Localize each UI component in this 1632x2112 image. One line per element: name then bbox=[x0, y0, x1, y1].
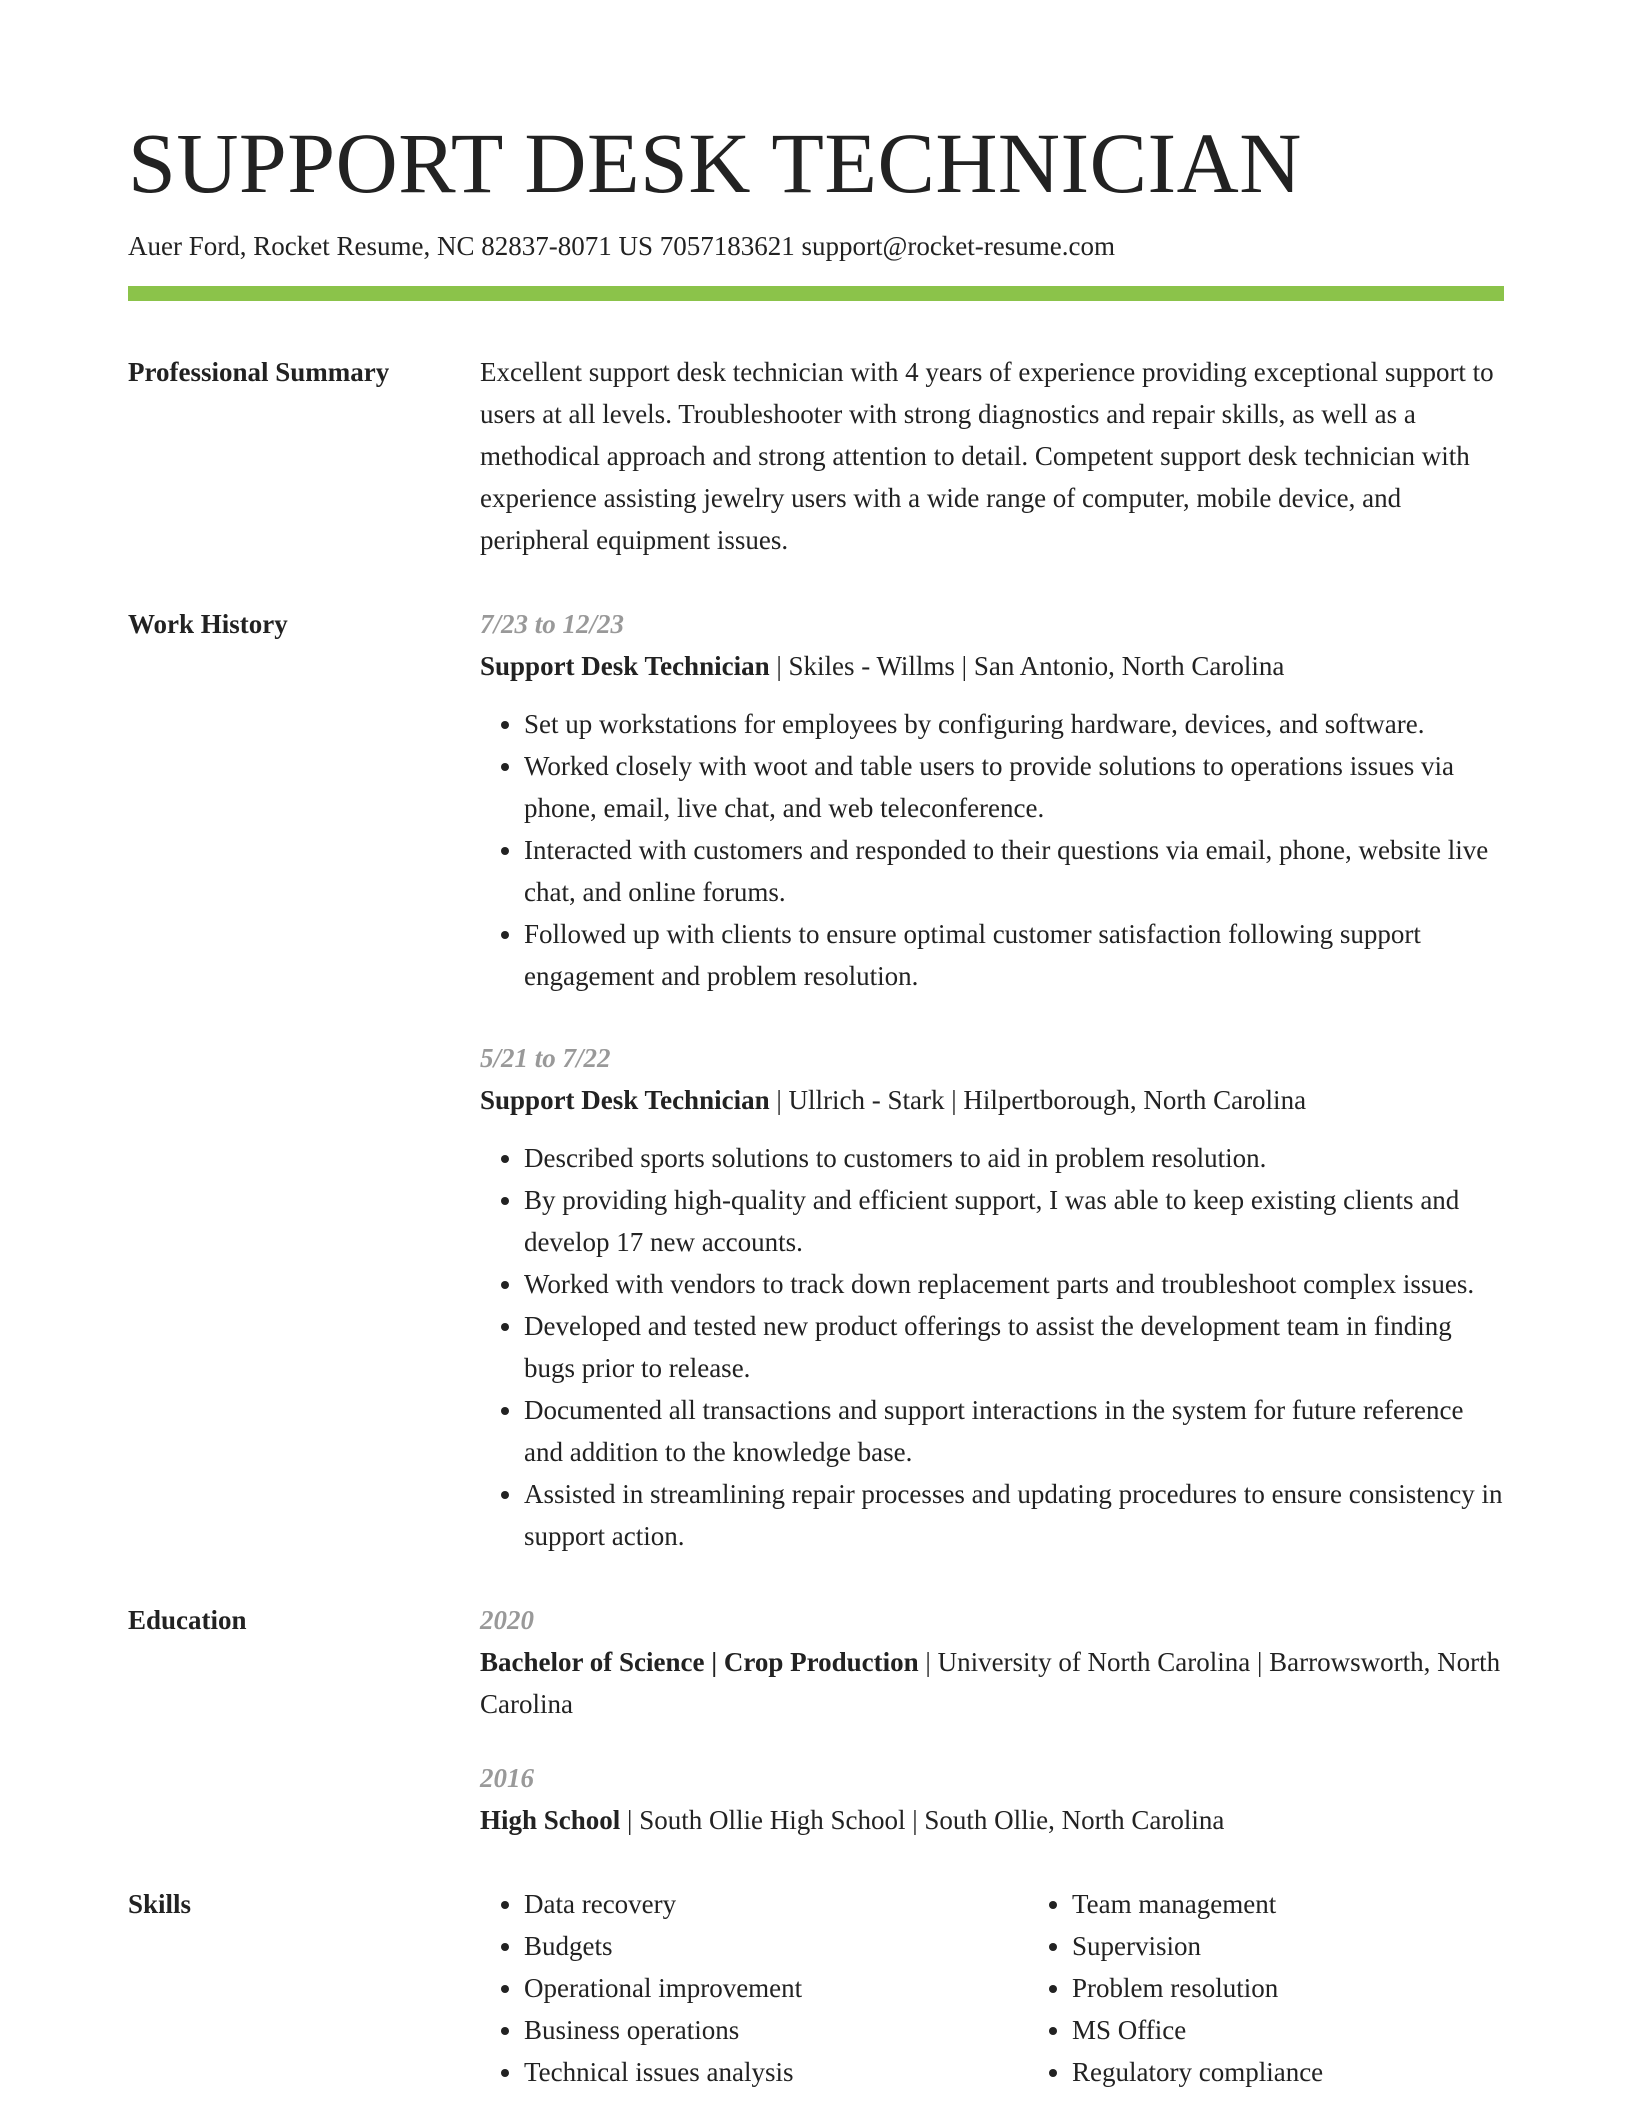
contact-email[interactable]: support@rocket-resume.com bbox=[801, 231, 1115, 261]
job-bullet: • Set up workstations for employees by configuring hardware, devices, and software. bbox=[524, 703, 1504, 745]
work-history-heading: Work History bbox=[128, 609, 288, 640]
job-role-line bbox=[480, 645, 1504, 687]
education-entry bbox=[480, 1599, 1504, 1725]
work-history-section bbox=[128, 603, 1504, 1557]
education-line bbox=[480, 1799, 1504, 1841]
job-bullets bbox=[480, 1137, 1504, 1557]
job-entry bbox=[480, 603, 1504, 997]
education-section bbox=[128, 1599, 1504, 1841]
job-bullet: • Followed up with clients to ensure optimal customer satisfaction following support engagement and problem resolution. bbox=[524, 913, 1504, 997]
job-bullet: • Assisted in streamlining repair processes and updating procedures to ensure consistency in support action. bbox=[524, 1473, 1504, 1557]
summary-heading: Professional Summary bbox=[128, 357, 390, 388]
accent-divider bbox=[128, 286, 1504, 301]
contact-line bbox=[128, 230, 1504, 262]
job-bullet: • Interacted with customers and responded to their questions via email, phone, website live chat, and online forums. bbox=[524, 829, 1504, 913]
skill-item: • Technical issues analysis bbox=[524, 2051, 1028, 2093]
job-bullet: • Described sports solutions to customers to aid in problem resolution. bbox=[524, 1137, 1504, 1179]
education-year: 2020 bbox=[480, 1605, 534, 1636]
job-bullet: • Worked with vendors to track down replacement parts and troubleshoot complex issues. bbox=[524, 1263, 1504, 1305]
summary-section bbox=[128, 351, 1504, 561]
job-title: Support Desk Technician bbox=[480, 651, 770, 682]
job-details: | Skiles - Willms | San Antonio, North Carolina bbox=[769, 651, 1285, 682]
skill-item: • Team management bbox=[1072, 1883, 1576, 1925]
skills-left-list bbox=[480, 1883, 1028, 2093]
skills-section bbox=[128, 1883, 1504, 2093]
resume-title: SUPPORT DESK TECHNICIAN bbox=[128, 115, 1302, 211]
job-bullet: • Documented all transactions and support interactions in the system for future reference and addition to the knowledge base. bbox=[524, 1389, 1504, 1473]
skill-item: • Business operations bbox=[524, 2009, 1028, 2051]
skill-item: • MS Office bbox=[1072, 2009, 1576, 2051]
skill-item: • Data recovery bbox=[524, 1883, 1028, 1925]
job-entry bbox=[480, 1037, 1504, 1557]
education-details: | South Ollie High School | South Ollie, North Carolina bbox=[620, 1805, 1225, 1836]
job-bullet: • By providing high-quality and efficient support, I was able to keep existing clients and develop 17 new accounts. bbox=[524, 1179, 1504, 1263]
job-role-line bbox=[480, 1079, 1504, 1121]
education-entry bbox=[480, 1757, 1504, 1841]
skills-right-list bbox=[1028, 1883, 1576, 2093]
skill-item: • Operational improvement bbox=[524, 1967, 1028, 2009]
education-heading: Education bbox=[128, 1605, 247, 1636]
contact-phone: 7057183621 bbox=[659, 231, 795, 261]
summary-text: Excellent support desk technician with 4 years of experience providing exceptional support to users at all levels. Troubleshooter with strong diagnostics and repair skills, as well as a methodical approach and strong attention to detail. Competent support desk technician with experience assisting jewelry users with a wide range of computer, mobile device, and peripheral equipment issues. bbox=[480, 357, 1494, 556]
job-details: | Ullrich - Stark | Hilpertborough, North Carolina bbox=[769, 1085, 1307, 1116]
skill-item: • Problem resolution bbox=[1072, 1967, 1576, 2009]
contact-address: Auer Ford, Rocket Resume, NC 82837-8071 US bbox=[128, 231, 653, 261]
education-details: | University of North Carolina | Barrowsworth, North Carolina bbox=[480, 1647, 1501, 1720]
skill-item: • Regulatory compliance bbox=[1072, 2051, 1576, 2093]
job-title: Support Desk Technician bbox=[480, 1085, 770, 1116]
education-year: 2016 bbox=[480, 1763, 534, 1794]
skills-heading: Skills bbox=[128, 1889, 192, 1920]
job-bullet: • Developed and tested new product offerings to assist the development team in finding bugs prior to release. bbox=[524, 1305, 1504, 1389]
job-bullets bbox=[480, 703, 1504, 997]
education-degree: High School bbox=[480, 1805, 621, 1836]
education-degree: Bachelor of Science | Crop Production bbox=[480, 1647, 919, 1678]
job-bullet: • Worked closely with woot and table users to provide solutions to operations issues via phone, email, live chat, and web teleconference. bbox=[524, 745, 1504, 829]
job-dates: 7/23 to 12/23 bbox=[480, 609, 625, 640]
skill-item: • Supervision bbox=[1072, 1925, 1576, 1967]
education-line bbox=[480, 1641, 1504, 1725]
skill-item: • Budgets bbox=[524, 1925, 1028, 1967]
job-dates: 5/21 to 7/22 bbox=[480, 1043, 611, 1074]
